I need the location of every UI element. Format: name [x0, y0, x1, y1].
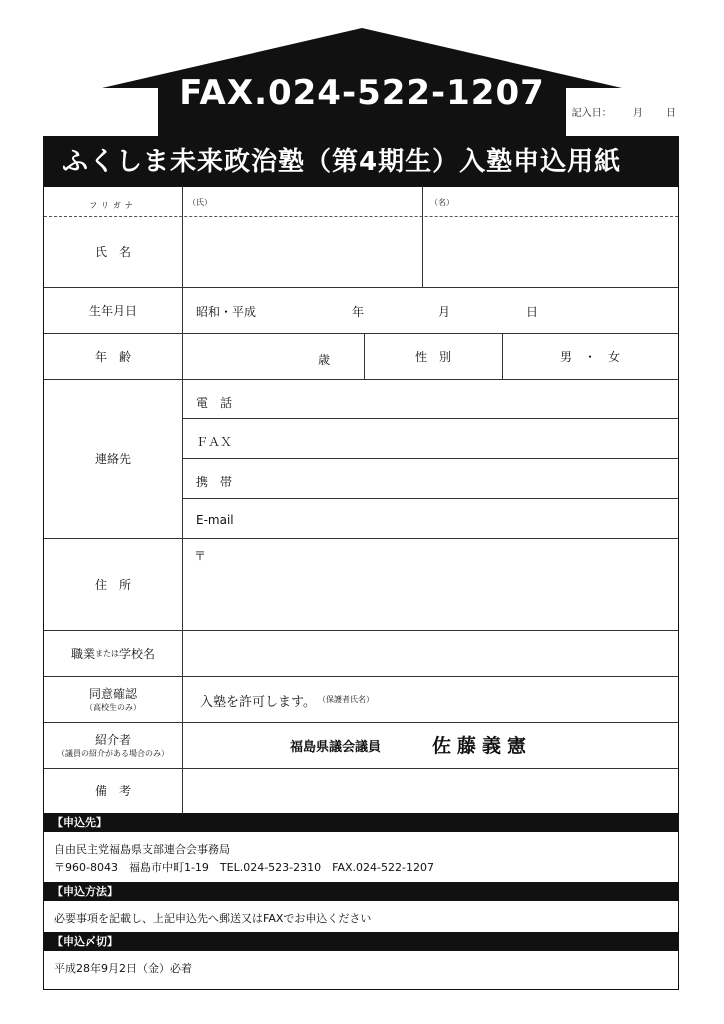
- occupation-label: [44, 630, 182, 676]
- birthdate-label: 生年月日: [88, 303, 137, 318]
- consent-label: 同意確認: [88, 687, 137, 701]
- deadline-text: 平成28年9月2日（金）必着: [54, 962, 192, 975]
- remarks-label: 備 考: [94, 784, 131, 798]
- method-head: 【申込方法】: [44, 882, 678, 901]
- entry-date-label: 記入日：: [571, 108, 612, 119]
- deadline-head: 【申込〆切】: [44, 932, 678, 951]
- gender-label: 性 別: [414, 349, 451, 364]
- family-name-note: （氏）: [188, 198, 212, 207]
- entry-date-month: 月: [632, 108, 643, 119]
- age-unit: 歳: [318, 353, 331, 367]
- application-head: 【申込先】: [44, 813, 678, 832]
- gender-options[interactable]: 男 ・ 女: [559, 349, 620, 364]
- application-line2: 〒960-8043 福島市中町1-19 TEL.024-523-2310 FAX.024-522-1207: [54, 861, 434, 874]
- guardian-note: （保護者氏名）: [318, 695, 374, 704]
- referrer-title: 福島県議会議員: [290, 740, 382, 755]
- referrer-label-cell: [44, 722, 182, 768]
- consent-sub: （高校生のみ）: [85, 703, 141, 712]
- mobile-label: 携 帯: [196, 475, 233, 489]
- fax-label: ＦＡＸ: [196, 435, 233, 449]
- birth-month-unit: 月: [438, 305, 451, 319]
- fax-number-title: FAX.024-522-1207: [179, 73, 545, 113]
- occupation-label-or: または: [95, 648, 119, 658]
- family-name-field[interactable]: [183, 216, 422, 287]
- birth-day-unit: 日: [526, 305, 539, 319]
- method-text: 必要事項を記載し、上記申込先へ郵送又はFAXでお申込ください: [54, 912, 372, 925]
- era-options[interactable]: 昭和・平成: [196, 305, 257, 319]
- entry-date-day: 日: [666, 108, 676, 119]
- postal-mark: 〒: [194, 549, 207, 563]
- birth-year-unit: 年: [352, 305, 365, 319]
- given-name-field[interactable]: [423, 216, 678, 287]
- furigana-label: フリガナ: [89, 200, 137, 210]
- referrer-name: 佐藤義憲: [432, 735, 533, 757]
- contact-line: [182, 498, 678, 499]
- email-label: E-mail: [196, 513, 234, 527]
- form-title: ふくしま未来政治塾（第4期生）入塾申込用紙: [44, 137, 678, 187]
- consent-label-cell: [44, 676, 182, 722]
- remarks-field[interactable]: [183, 768, 678, 813]
- age-label: 年 齢: [94, 349, 131, 364]
- entry-date: [572, 104, 676, 119]
- referrer-sub: （議員の紹介がある場合のみ）: [57, 749, 169, 758]
- given-name-note: （名）: [430, 198, 454, 207]
- contact-line: [182, 458, 678, 459]
- application-form: [43, 136, 679, 990]
- application-line1: 自由民主党福島県支部連合会事務局: [54, 843, 230, 856]
- header-arrow: [102, 28, 622, 120]
- phone-label: 電 話: [196, 396, 233, 410]
- contact-line: [182, 418, 678, 419]
- address-label: 住 所: [94, 577, 131, 592]
- occupation-label-main: 職業: [70, 646, 95, 661]
- name-label: 氏 名: [94, 245, 131, 259]
- contact-label: 連絡先: [94, 452, 131, 466]
- referrer-label: 紹介者: [94, 733, 131, 747]
- occupation-label-school: 学校名: [119, 646, 156, 661]
- consent-text: 入塾を許可します。: [200, 695, 316, 710]
